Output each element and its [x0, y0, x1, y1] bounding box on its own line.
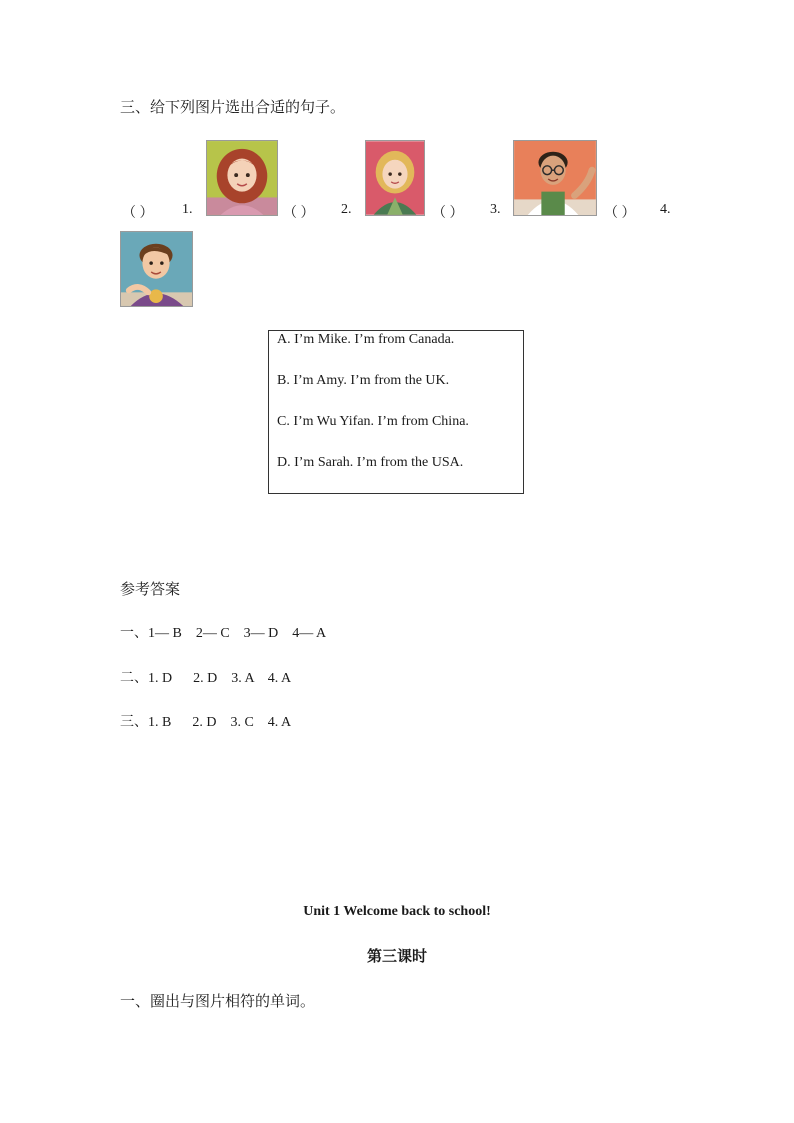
girl-blonde-hair-icon: [366, 141, 424, 215]
question-number-1: 1.: [182, 202, 193, 217]
section-title: 三、给下列图片选出合适的句子。: [120, 100, 346, 116]
answers-heading: 参考答案: [120, 582, 181, 598]
option-d: D. I’m Sarah. I’m from the USA.: [277, 455, 464, 470]
boy-brown-hair-icon: [121, 232, 192, 306]
answer-line-3: 三、1. B 2. D 3. C 4. A: [120, 715, 292, 730]
option-a: A. I’m Mike. I’m from Canada.: [277, 332, 455, 347]
girl-red-hair-icon: [207, 141, 277, 215]
answer-blank-1[interactable]: （ ）: [122, 206, 154, 221]
lesson-title: 第三课时: [366, 949, 427, 965]
boy-brown-hair-portrait: [120, 231, 193, 307]
section-1-title: 一、圈出与图片相符的单词。: [120, 994, 316, 1010]
answer-line-1: 一、1— B 2— C 3— D 4— A: [120, 626, 327, 641]
question-number-4: 4.: [660, 202, 671, 217]
boy-glasses-icon: [514, 141, 596, 215]
unit-title: Unit 1 Welcome back to school!: [303, 904, 491, 919]
answer-line-2: 二、1. D 2. D 3. A 4. A: [120, 671, 292, 686]
girl-blonde-hair-portrait: [365, 140, 425, 216]
options-box: [268, 330, 524, 494]
answer-blank-4[interactable]: （ ）: [604, 206, 636, 221]
girl-red-hair-portrait: [206, 140, 278, 216]
answer-blank-2[interactable]: （ ）: [283, 206, 315, 221]
question-number-3: 3.: [490, 202, 501, 217]
answer-blank-3[interactable]: （ ）: [432, 206, 464, 221]
option-c: C. I’m Wu Yifan. I’m from China.: [277, 414, 469, 429]
question-number-2: 2.: [341, 202, 352, 217]
option-b: B. I’m Amy. I’m from the UK.: [277, 373, 450, 388]
boy-glasses-portrait: [513, 140, 597, 216]
